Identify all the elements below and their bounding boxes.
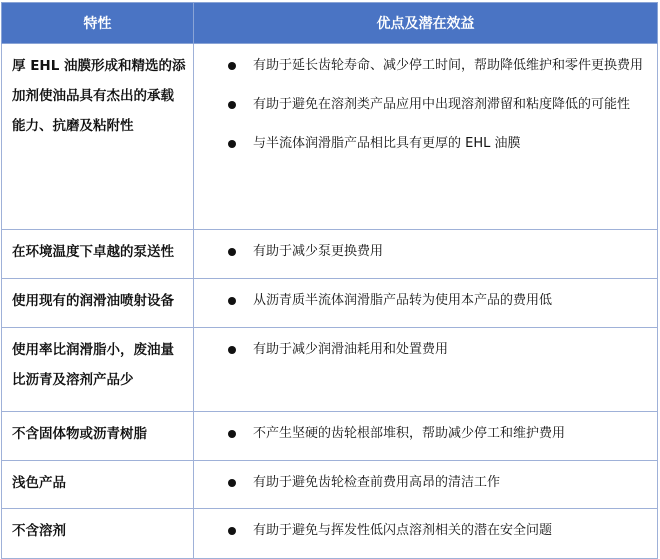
benefit-item — [228, 90, 649, 120]
feature-cell: 不含固体物或沥青树脂 — [2, 412, 194, 461]
benefit-item — [228, 129, 649, 159]
header-benefit: 优点及潜在效益 — [194, 3, 658, 44]
table-row — [2, 461, 658, 509]
benefit-list — [228, 51, 649, 159]
benefit-cell — [194, 412, 658, 461]
bullet-icon — [228, 62, 236, 70]
benefit-cell — [194, 328, 658, 412]
benefit-list — [228, 516, 649, 546]
table-row — [2, 279, 658, 328]
benefit-item — [228, 237, 649, 267]
benefit-item — [228, 286, 649, 316]
benefit-item — [228, 516, 649, 546]
feature-cell: 在环境温度下卓越的泵送性 — [2, 230, 194, 279]
feature-cell: 不含溶剂 — [2, 509, 194, 559]
table-row — [2, 44, 658, 230]
benefit-item — [228, 335, 649, 365]
table-row — [2, 230, 658, 279]
feature-cell: 厚 EHL 油膜形成和精选的添加剂使油品具有杰出的承载能力、抗磨及粘附性 — [2, 44, 194, 230]
bullet-icon — [228, 101, 236, 109]
benefit-item — [228, 468, 649, 498]
table-row — [2, 328, 658, 412]
table-row — [2, 509, 658, 559]
benefit-cell — [194, 230, 658, 279]
benefit-text: 与半流体润滑脂产品相比具有更厚的 EHL 油膜 — [253, 136, 521, 151]
benefit-text: 有助于减少泵更换费用 — [253, 244, 384, 259]
benefit-cell — [194, 509, 658, 559]
bullet-icon — [228, 140, 236, 148]
table-header-row — [2, 3, 658, 44]
benefit-item — [228, 419, 649, 449]
feature-cell: 使用现有的润滑油喷射设备 — [2, 279, 194, 328]
benefit-text: 有助于避免齿轮检查前费用高昂的清洁工作 — [253, 475, 501, 490]
bullet-icon — [228, 297, 236, 305]
benefit-list — [228, 335, 649, 365]
benefit-text: 有助于减少润滑油耗用和处置费用 — [253, 342, 449, 357]
benefit-text: 有助于延长齿轮寿命、减少停工时间，帮助降低维护和零件更换费用 — [253, 58, 644, 73]
benefit-cell — [194, 44, 658, 230]
benefit-list — [228, 468, 649, 498]
benefit-item — [228, 51, 649, 81]
feature-cell: 使用率比润滑脂小，废油量比沥青及溶剂产品少 — [2, 328, 194, 412]
table-row — [2, 412, 658, 461]
bullet-icon — [228, 346, 236, 354]
benefit-text: 不产生坚硬的齿轮根部堆积，帮助减少停工和维护费用 — [253, 426, 566, 441]
benefit-list — [228, 237, 649, 267]
header-feature: 特性 — [2, 3, 194, 44]
bullet-icon — [228, 527, 236, 535]
benefit-text: 从沥青质半流体润滑脂产品转为使用本产品的费用低 — [253, 293, 553, 308]
benefit-text: 有助于避免与挥发性低闪点溶剂相关的潜在安全问题 — [253, 523, 553, 538]
features-benefits-table — [1, 2, 658, 559]
benefit-text: 有助于避免在溶剂类产品应用中出现溶剂滞留和粘度降低的可能性 — [253, 97, 631, 112]
bullet-icon — [228, 248, 236, 256]
benefit-list — [228, 419, 649, 449]
bullet-icon — [228, 430, 236, 438]
benefit-cell — [194, 461, 658, 509]
bullet-icon — [228, 479, 236, 487]
benefit-list — [228, 286, 649, 316]
benefit-cell — [194, 279, 658, 328]
feature-cell: 浅色产品 — [2, 461, 194, 509]
